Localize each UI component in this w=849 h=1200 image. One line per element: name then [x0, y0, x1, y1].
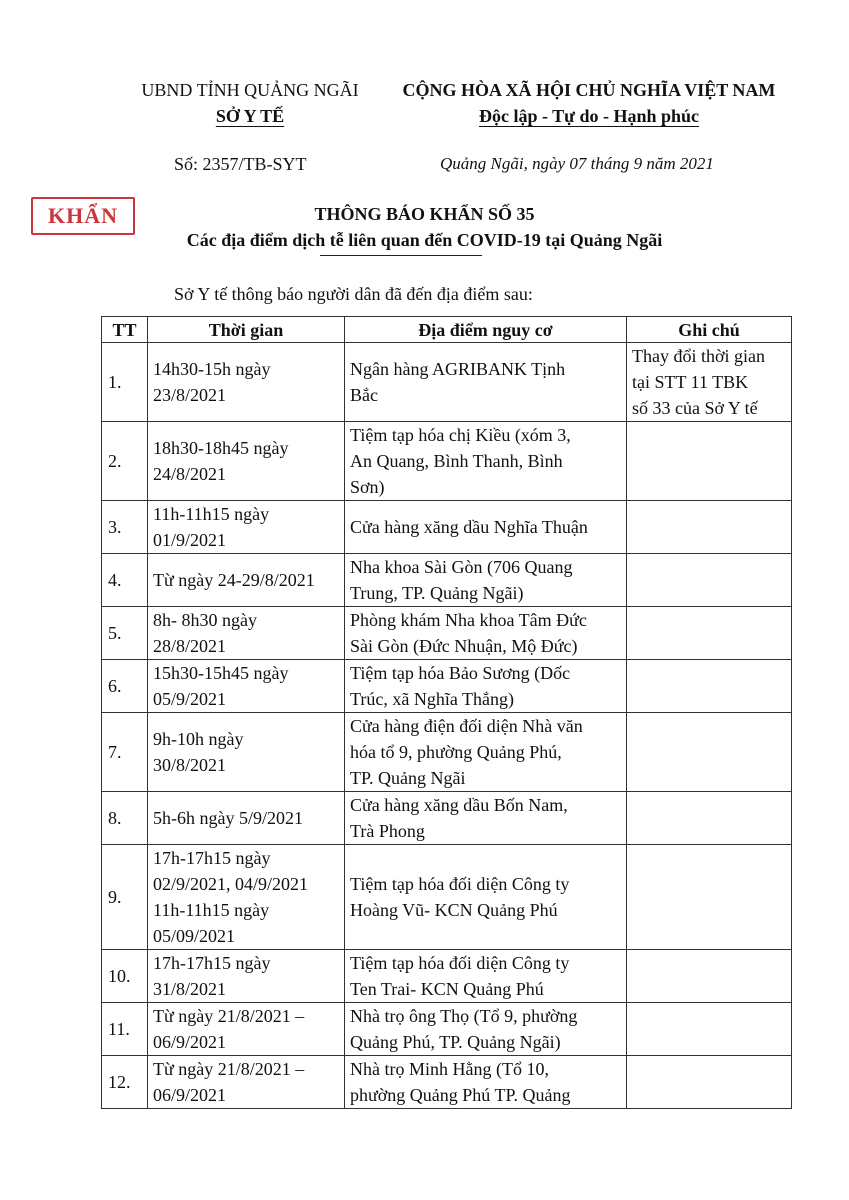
- header-time: Thời gian: [148, 317, 345, 343]
- row-number: 7.: [102, 713, 148, 792]
- row-time: [148, 607, 345, 660]
- row-location-line: Quảng Phú, TP. Quảng Ngãi): [350, 1032, 561, 1052]
- row-time-line: 28/8/2021: [153, 636, 227, 656]
- row-time-line: 5h-6h ngày 5/9/2021: [153, 808, 303, 828]
- row-time-line: 17h-17h15 ngày: [153, 848, 271, 868]
- row-location-line: Trúc, xã Nghĩa Thắng): [350, 689, 514, 709]
- table-row: [102, 660, 792, 713]
- row-location-line: Tiệm tạp hóa đối diện Công ty: [350, 953, 570, 973]
- row-location-line: Tiệm tạp hóa chị Kiều (xóm 3,: [350, 425, 571, 445]
- table-row: [102, 713, 792, 792]
- row-number: 8.: [102, 792, 148, 845]
- row-location-line: Cửa hàng xăng dầu Nghĩa Thuận: [350, 517, 588, 537]
- issuing-authority: UBND TỈNH QUẢNG NGÃI: [141, 80, 359, 100]
- row-location: [345, 660, 627, 713]
- table-row: [102, 950, 792, 1003]
- national-title: CỘNG HÒA XÃ HỘI CHỦ NGHĨA VIỆT NAM: [402, 80, 776, 100]
- row-time-line: Từ ngày 21/8/2021 –: [153, 1059, 305, 1079]
- row-location-line: Tiệm tạp hóa đối diện Công ty: [350, 874, 570, 894]
- row-time-line: 11h-11h15 ngày: [153, 504, 270, 524]
- intro-paragraph: Sở Y tế thông báo người dân đã đến địa điểm sau:: [174, 284, 533, 304]
- row-location-line: Bắc: [350, 385, 378, 405]
- row-location-line: Nhà trọ Minh Hằng (Tổ 10,: [350, 1059, 549, 1079]
- row-time: [148, 660, 345, 713]
- row-location-line: phường Quảng Phú TP. Quảng: [350, 1085, 571, 1105]
- row-location-line: Tiệm tạp hóa Bảo Sương (Dốc: [350, 663, 571, 683]
- table-row: [102, 1056, 792, 1109]
- row-location-line: Cửa hàng xăng dầu Bốn Nam,: [350, 795, 568, 815]
- issuing-department: SỞ Y TẾ: [215, 106, 285, 126]
- row-location: [345, 845, 627, 950]
- row-location-line: hóa tổ 9, phường Quảng Phú,: [350, 742, 562, 762]
- row-location-line: Ngân hàng AGRIBANK Tịnh: [350, 359, 566, 379]
- row-time-line: 05/9/2021: [153, 689, 227, 709]
- row-location-line: Trung, TP. Quảng Ngãi): [350, 583, 524, 603]
- row-location-line: Sơn): [350, 477, 385, 497]
- row-location-line: Cửa hàng điện đối diện Nhà văn: [350, 716, 583, 736]
- row-time-line: 24/8/2021: [153, 464, 227, 484]
- row-time-line: 31/8/2021: [153, 979, 227, 999]
- row-number: 12.: [102, 1056, 148, 1109]
- row-time: [148, 422, 345, 501]
- row-time-line: Từ ngày 24-29/8/2021: [153, 570, 315, 590]
- row-location-line: Trà Phong: [350, 821, 425, 841]
- row-location: [345, 1056, 627, 1109]
- row-note: [627, 422, 792, 501]
- row-time-line: 23/8/2021: [153, 385, 227, 405]
- header-tt: TT: [102, 317, 148, 343]
- row-number: 2.: [102, 422, 148, 501]
- row-time-line: 01/9/2021: [153, 530, 227, 550]
- title-divider: [320, 255, 482, 256]
- row-time: [148, 1056, 345, 1109]
- row-time-line: 8h- 8h30 ngày: [153, 610, 257, 630]
- row-time: [148, 554, 345, 607]
- row-location-line: TP. Quảng Ngãi: [350, 768, 466, 788]
- row-note: [627, 501, 792, 554]
- row-location: [345, 950, 627, 1003]
- row-number: 4.: [102, 554, 148, 607]
- row-location: [345, 554, 627, 607]
- row-number: 11.: [102, 1003, 148, 1056]
- row-number: 3.: [102, 501, 148, 554]
- header-location: Địa điểm nguy cơ: [345, 317, 627, 343]
- row-time: [148, 1003, 345, 1056]
- row-number: 6.: [102, 660, 148, 713]
- row-location-line: Hoàng Vũ- KCN Quảng Phú: [350, 900, 558, 920]
- table-row: [102, 1003, 792, 1056]
- row-location-line: Sài Gòn (Đức Nhuận, Mộ Đức): [350, 636, 578, 656]
- row-time-line: 14h30-15h ngày: [153, 359, 271, 379]
- row-time: [148, 845, 345, 950]
- table-row: [102, 792, 792, 845]
- row-time: [148, 501, 345, 554]
- notice-subtitle: Các địa điểm dịch tễ liên quan đến COVID-19 tại Quảng Ngãi: [186, 230, 663, 250]
- row-location: [345, 1003, 627, 1056]
- row-time-line: 05/09/2021: [153, 926, 236, 946]
- table-header-row: [102, 317, 792, 343]
- row-location-line: An Quang, Bình Thanh, Bình: [350, 451, 563, 471]
- row-location: [345, 607, 627, 660]
- national-motto: Độc lập - Tự do - Hạnh phúc: [478, 106, 700, 126]
- notice-title: THÔNG BÁO KHẨN SỐ 35: [314, 204, 535, 224]
- table-row: [102, 422, 792, 501]
- document-date: Quảng Ngãi, ngày 07 tháng 9 năm 2021: [440, 154, 714, 173]
- row-note: [627, 1003, 792, 1056]
- row-location-line: Nha khoa Sài Gòn (706 Quang: [350, 557, 573, 577]
- table-row: [102, 343, 792, 422]
- row-time: [148, 713, 345, 792]
- row-time-line: 02/9/2021, 04/9/2021: [153, 874, 309, 894]
- row-note: [627, 554, 792, 607]
- row-note: [627, 713, 792, 792]
- row-time: [148, 343, 345, 422]
- table-row: [102, 607, 792, 660]
- row-number: 9.: [102, 845, 148, 950]
- row-note-line: Thay đổi thời gian: [632, 346, 765, 366]
- row-note: [627, 660, 792, 713]
- document-number: Số: 2357/TB-SYT: [174, 154, 307, 174]
- row-time-line: 11h-11h15 ngày: [153, 900, 270, 920]
- risk-locations-table: [101, 316, 792, 1109]
- row-location-line: Ten Trai- KCN Quảng Phú: [350, 979, 544, 999]
- row-time-line: 9h-10h ngày: [153, 729, 244, 749]
- row-location: [345, 343, 627, 422]
- row-number: 1.: [102, 343, 148, 422]
- row-location: [345, 792, 627, 845]
- row-time-line: Từ ngày 21/8/2021 –: [153, 1006, 305, 1026]
- row-note: [627, 343, 792, 422]
- row-note: [627, 607, 792, 660]
- row-location-line: Nhà trọ ông Thọ (Tổ 9, phường: [350, 1006, 578, 1026]
- row-note: [627, 845, 792, 950]
- row-time-line: 18h30-18h45 ngày: [153, 438, 289, 458]
- row-time-line: 30/8/2021: [153, 755, 227, 775]
- row-time-line: 15h30-15h45 ngày: [153, 663, 289, 683]
- row-time-line: 06/9/2021: [153, 1032, 227, 1052]
- row-number: 10.: [102, 950, 148, 1003]
- row-note: [627, 950, 792, 1003]
- row-note: [627, 792, 792, 845]
- row-time-line: 06/9/2021: [153, 1085, 227, 1105]
- row-location: [345, 713, 627, 792]
- row-location: [345, 501, 627, 554]
- row-time-line: 17h-17h15 ngày: [153, 953, 271, 973]
- row-time: [148, 792, 345, 845]
- row-location-line: Phòng khám Nha khoa Tâm Đức: [350, 610, 587, 630]
- table-row: [102, 554, 792, 607]
- row-note: [627, 1056, 792, 1109]
- table-row: [102, 501, 792, 554]
- table-row: [102, 845, 792, 950]
- row-time: [148, 950, 345, 1003]
- row-note-line: tại STT 11 TBK: [632, 372, 749, 392]
- header-note: Ghi chú: [627, 317, 792, 343]
- row-number: 5.: [102, 607, 148, 660]
- row-note-line: số 33 của Sở Y tế: [632, 398, 758, 418]
- urgent-stamp: KHẨN: [31, 197, 135, 235]
- row-location: [345, 422, 627, 501]
